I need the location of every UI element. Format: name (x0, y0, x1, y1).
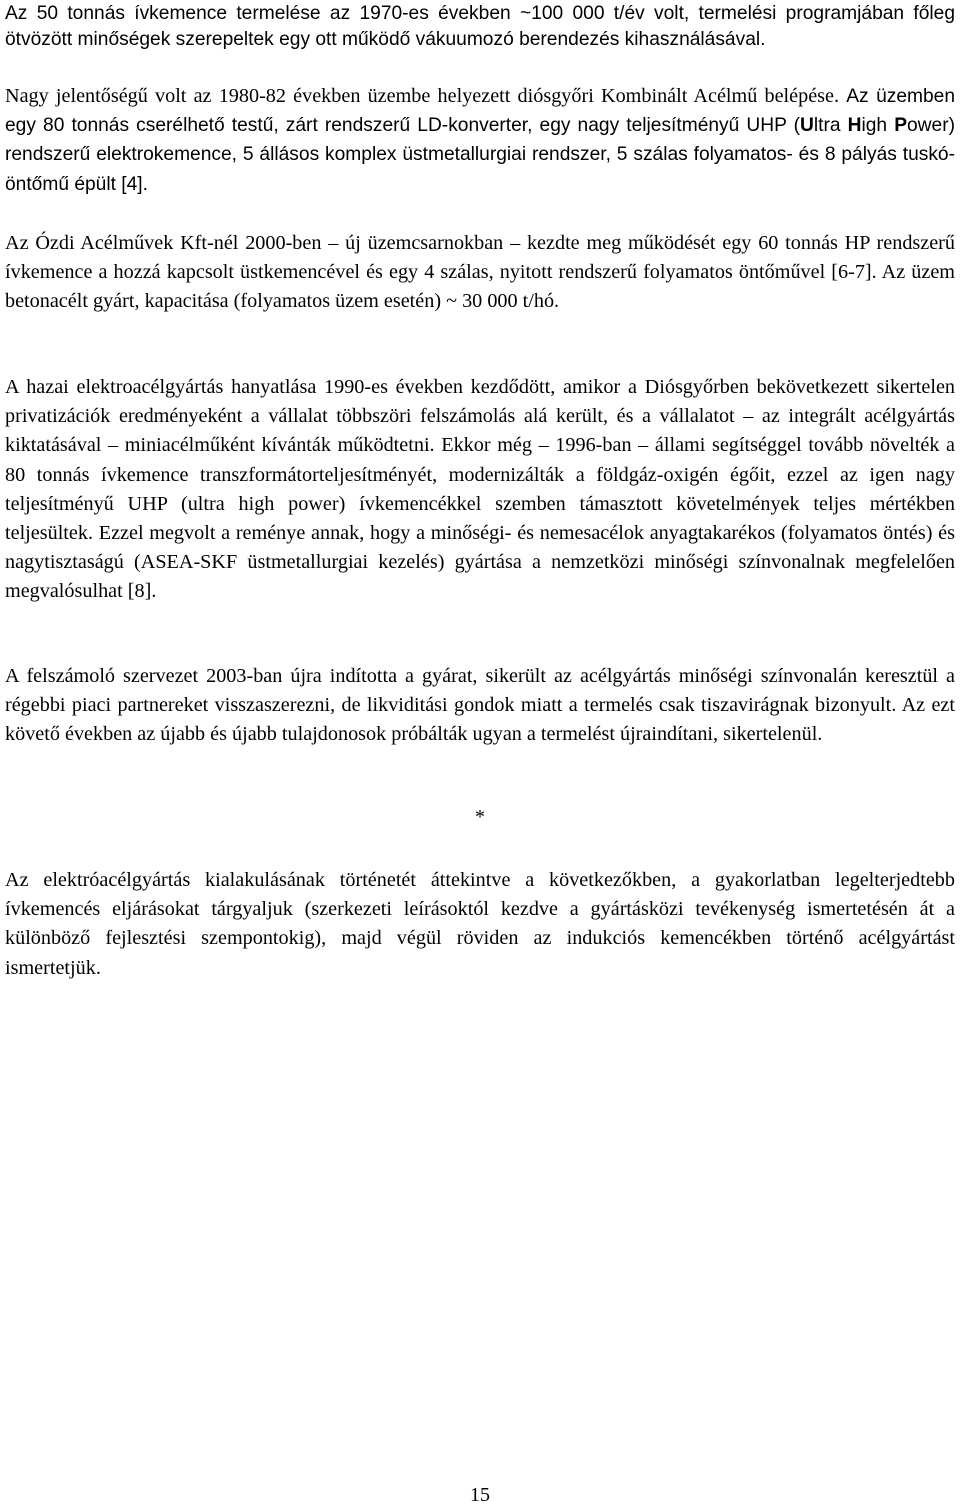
paragraph-3 (5, 229, 955, 317)
page-number: 15 (470, 1484, 490, 1506)
paragraph-4 (5, 373, 955, 607)
paragraph-1-text: Az 50 tonnás ívkemence termelése az 1970-es években ~100 000 t/év volt, termelési programjában főleg ötvözött minőségek szerepeltek egy ott működő vákuumozó berendezés kihasználásával. (5, 3, 955, 50)
paragraph-1 (5, 1, 955, 53)
paragraph-6 (5, 866, 955, 983)
paragraph-3-text: Az Ózdi Acélművek Kft-nél 2000-ben – új üzemcsarnokban – kezdte meg működését egy 60 tonnás HP rendszerű ívkemence a hozzá kapcsolt üstkemencével és egy 4 szálas, nyitott rendszerű folyamatos öntőművel [6-7]. Az üzem betonacélt gyárt, kapacitása (folyamatos üzem esetén) ~ 30 000 t/hó. (5, 232, 955, 313)
paragraph-5-text: A felszámoló szervezet 2003-ban újra indította a gyárat, sikerült az acélgyártás minőségi színvonalán keresztül a régebbi piaci partnereket visszaszerezni, de likviditási gondok miatt a termelés csak tiszavirágnak bizonyult. Az ezt követő években az újabb és újabb tulajdonosok próbálták ugyan a termelést újraindítani, sikertelenül. (5, 665, 955, 746)
paragraph-2-lead: Nagy jelentőségű volt az 1980-82 években üzembe helyezett diósgyőri Kombinált Acélmű belépése. (5, 85, 847, 107)
paragraph-2-body: Az üzemben egy 80 tonnás cserélhető testű, zárt rendszerű LD-konverter, egy nagy teljesítményű UHP (Ultra High Power) rendszerű elektrokemence, 5 állásos komplex üstmetallurgiai rendszer, 5 szálas folyamatos- és 8 pályás tuskó-öntőmű épült [4]. (5, 86, 956, 195)
section-separator: * (475, 806, 485, 828)
paragraph-4-text: A hazai elektroacélgyártás hanyatlása 1990-es években kezdődött, amikor a Diósgyőrben bekövetkezett sikertelen privatizációk eredményeként a vállalat többszöri felszámolás alá került, és a vállalatot – az integrált acélgyártás kiktatásával – miniacélműként kívánták működtetni. Ekkor még – 1996-ban – állami segítséggel tovább növelték a 80 tonnás ívkemence transzformátorteljesítményét, modernizálták a földgáz-oxigén égőit, ezzel az igen nagy teljesítményű UHP (ultra high power) ívkemencékkel szemben támasztott követelmények teljes mértékben teljesültek. Ezzel megvolt a reménye annak, hogy a minőségi- és nemesacélok anyagtakarékos (folyamatos öntés) és nagytisztaságú (ASEA-SKF üstmetallurgiai kezelés) gyártása a nemzetközi minőségi színvonalnak megfelelően megvalósulhat [8]. (5, 376, 955, 603)
paragraph-5 (5, 662, 955, 750)
paragraph-6-text: Az elektróacélgyártás kialakulásának történetét áttekintve a következőkben, a gyakorlatban legelterjedtebb ívkemencés eljárásokat tárgyaljuk (szerkezeti leírásoktól kezdve a gyártásközi tevékenység ismertetésén át a különböző fejlesztési szempontokig), majd végül röviden az indukciós kemencékben történő acélgyártást ismertetjük. (5, 869, 955, 979)
paragraph-2 (5, 82, 955, 199)
